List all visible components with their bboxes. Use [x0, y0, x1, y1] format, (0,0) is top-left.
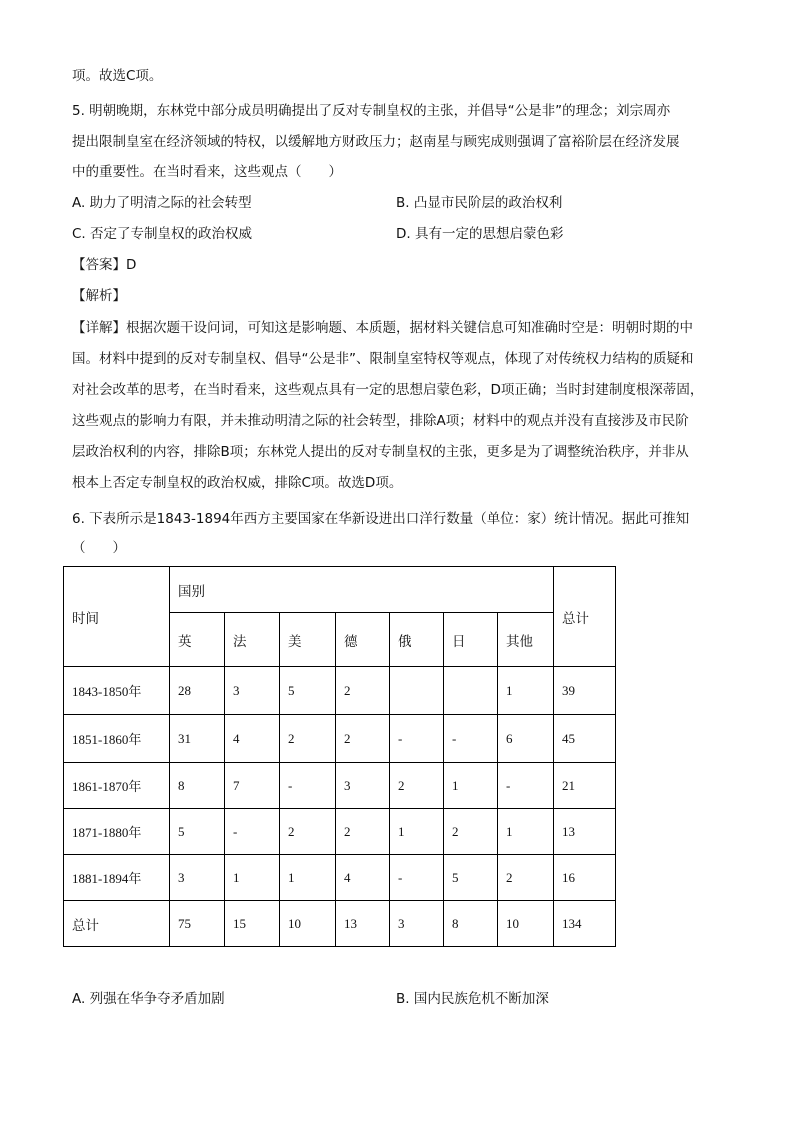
table-cell: 2: [336, 667, 390, 715]
table-cell: 3: [390, 901, 444, 947]
header-country-cell: 法: [225, 613, 280, 667]
header-country-cell: 英: [170, 613, 225, 667]
table-cell: 2: [280, 715, 336, 763]
row-total: 16: [554, 855, 616, 901]
table-cell: -: [390, 855, 444, 901]
row-total: 45: [554, 715, 616, 763]
header-total: 总计: [554, 567, 616, 667]
table-cell: 2: [336, 809, 390, 855]
q6-option-b: B. 国内民族危机不断加深: [396, 991, 549, 1007]
q5-detail-line-3: 对社会改革的思考，在当时看来，这些观点具有一定的思想启蒙色彩，D项正确；当时封建制度根深蒂固，: [72, 382, 704, 398]
table-cell: 4: [225, 715, 280, 763]
table-cell: 2: [280, 809, 336, 855]
q6-bracket: （ ）: [72, 540, 126, 556]
table-cell: -: [444, 715, 498, 763]
table-row: [64, 809, 616, 855]
table-cell: 10: [498, 901, 554, 947]
table-cell: [390, 667, 444, 715]
row-period: 1861-1870年: [64, 763, 170, 809]
q5-detail-line-6: 根本上否定专制皇权的政治权威，排除C项。故选D项。: [72, 475, 403, 491]
q5-stem-line-2: 提出限制皇室在经济领域的特权，以缓解地方财政压力；赵南星与顾宪成则强调了富裕阶层在经济发展: [72, 134, 680, 150]
q5-stem-line-1: 5. 明朝晚期，东林党中部分成员明确提出了反对专制皇权的主张，并倡导“公是非”的理念；刘宗周亦: [72, 103, 671, 119]
q5-analysis-title: 【解析】: [72, 288, 126, 304]
table-row: [64, 763, 616, 809]
table-cell: -: [280, 763, 336, 809]
sum-label: 总计: [64, 901, 170, 947]
table-cell: -: [390, 715, 444, 763]
row-period: 1871-1880年: [64, 809, 170, 855]
table-cell: 2: [498, 855, 554, 901]
q5-answer: 【答案】D: [72, 257, 137, 273]
table-cell: 28: [170, 667, 225, 715]
table-cell: 1: [498, 809, 554, 855]
q5-option-b: B. 凸显市民阶层的政治权利: [396, 195, 563, 211]
table-cell: 1: [280, 855, 336, 901]
table-cell: 6: [498, 715, 554, 763]
q5-stem-line-3: 中的重要性。在当时看来，这些观点（ ）: [72, 164, 342, 180]
table-cell: 4: [336, 855, 390, 901]
table-cell: 3: [336, 763, 390, 809]
q5-detail-line-4: 这些观点的影响力有限，并未推动明清之际的社会转型，排除A项；材料中的观点并没有直接涉及市民阶: [72, 413, 689, 429]
table-cell: 13: [336, 901, 390, 947]
table-cell: 5: [444, 855, 498, 901]
table-cell: 2: [336, 715, 390, 763]
q5-option-d: D. 具有一定的思想启蒙色彩: [396, 226, 564, 242]
table-cell: 31: [170, 715, 225, 763]
q5-detail-line-5: 层政治权利的内容，排除B项；东林党人提出的反对专制皇权的主张，更多是为了调整统治秩序，并非从: [72, 444, 689, 460]
row-period: 1851-1860年: [64, 715, 170, 763]
header-country-cell: 日: [444, 613, 498, 667]
header-time: 时间: [64, 567, 170, 667]
header-country-cell: 美: [280, 613, 336, 667]
table-cell: -: [225, 809, 280, 855]
q5-detail-line-2: 国。材料中提到的反对专制皇权、倡导“公是非”、限制皇室特权等观点，体现了对传统权力结构的质疑和: [72, 351, 694, 367]
table-cell: 1: [390, 809, 444, 855]
table-row: [64, 855, 616, 901]
row-total: 39: [554, 667, 616, 715]
table-cell: 1: [498, 667, 554, 715]
row-period: 1881-1894年: [64, 855, 170, 901]
header-country-cell: 德: [336, 613, 390, 667]
table-cell: 2: [390, 763, 444, 809]
table-cell: [444, 667, 498, 715]
row-total: 21: [554, 763, 616, 809]
q5-detail-line-1: 【详解】根据次题干设问词，可知这是影响题、本质题，据材料关键信息可知准确时空是：明朝时期的中: [72, 320, 693, 336]
table-cell: 8: [170, 763, 225, 809]
table-row: [64, 715, 616, 763]
table-cell: -: [498, 763, 554, 809]
sum-total: 134: [554, 901, 616, 947]
table-row: [64, 667, 616, 715]
table-cell: 5: [280, 667, 336, 715]
q6-stem: 6. 下表所示是1843-1894年西方主要国家在华新设进出口洋行数量（单位：家）统计情况。据此可推知: [72, 511, 690, 527]
table-cell: 75: [170, 901, 225, 947]
table-cell: 3: [225, 667, 280, 715]
q5-option-c: C. 否定了专制皇权的政治权威: [72, 226, 253, 242]
row-total: 13: [554, 809, 616, 855]
table-cell: 2: [444, 809, 498, 855]
table-cell: 1: [225, 855, 280, 901]
table-sum-row: [64, 901, 616, 947]
table-cell: 15: [225, 901, 280, 947]
header-country-cell: 俄: [390, 613, 444, 667]
table-cell: 10: [280, 901, 336, 947]
table-cell: 5: [170, 809, 225, 855]
statistics-table: [63, 566, 616, 947]
header-country: 国别: [170, 567, 554, 613]
q5-option-a: A. 助力了明清之际的社会转型: [72, 195, 252, 211]
row-period: 1843-1850年: [64, 667, 170, 715]
table-cell: 3: [170, 855, 225, 901]
table-cell: 8: [444, 901, 498, 947]
q6-option-a: A. 列强在华争夺矛盾加剧: [72, 991, 225, 1007]
table-cell: 7: [225, 763, 280, 809]
previous-answer-tail: 项。故选C项。: [72, 68, 163, 84]
table-cell: 1: [444, 763, 498, 809]
header-country-cell: 其他: [498, 613, 554, 667]
